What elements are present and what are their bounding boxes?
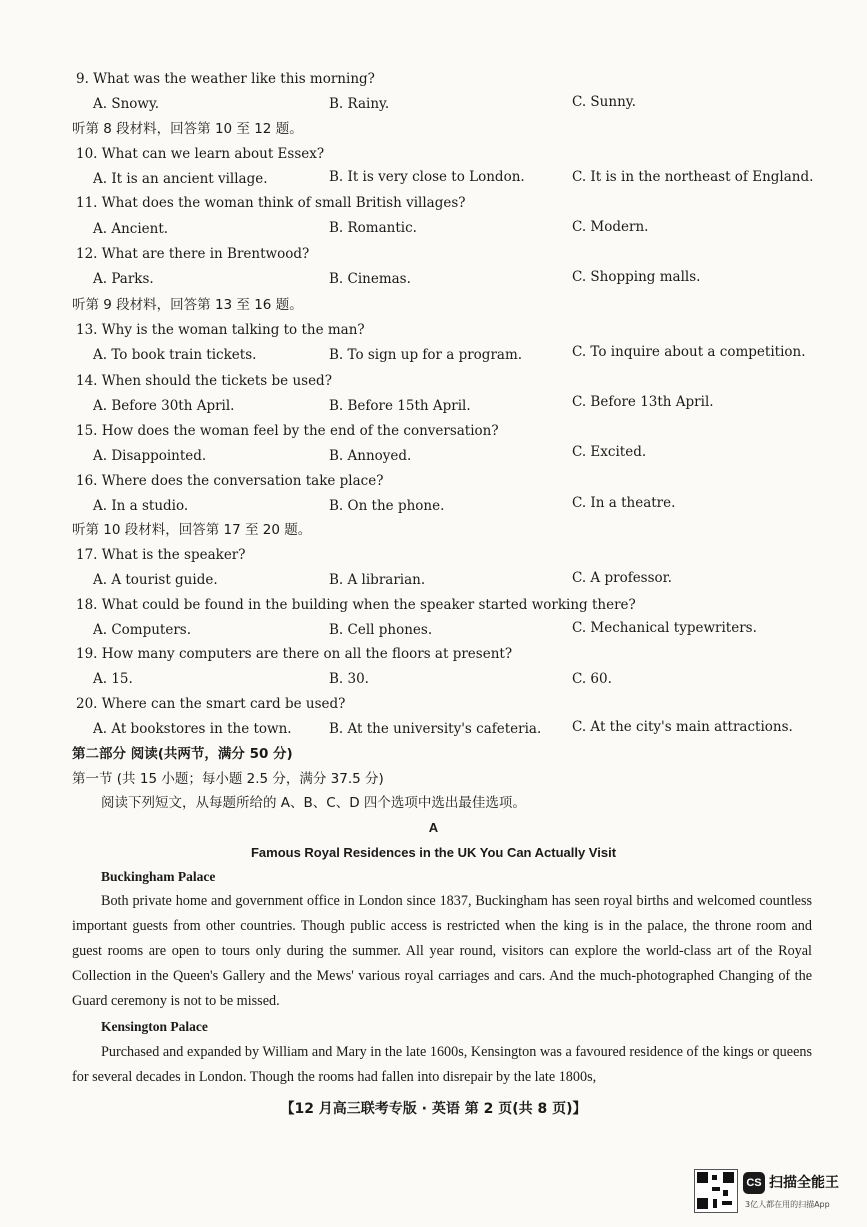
question-10: 10. What can we learn about Essex?	[76, 146, 325, 162]
option-13a: A. To book train tickets.	[93, 347, 257, 363]
question-11: 11. What does the woman think of small British villages?	[76, 195, 466, 211]
option-18b: B. Cell phones.	[329, 622, 433, 638]
option-13c: C. To inquire about a competition.	[572, 344, 806, 360]
option-18c: C. Mechanical typewriters.	[572, 620, 757, 636]
question-12: 12. What are there in Brentwood?	[76, 246, 310, 262]
option-14a: A. Before 30th April.	[93, 398, 235, 414]
question-14: 14. When should the tickets be used?	[76, 373, 332, 389]
option-19c: C. 60.	[572, 671, 612, 687]
option-10c: C. It is in the northeast of England.	[572, 169, 814, 185]
section1-heading: 第一节 (共 15 小题；每小题 2.5 分，满分 37.5 分)	[72, 771, 384, 787]
option-17b: B. A librarian.	[329, 572, 426, 588]
reading-directions: 阅读下列短文，从每题所给的 A、B、C、D 四个选项中选出最佳选项。	[101, 795, 526, 811]
option-15c: C. Excited.	[572, 444, 647, 460]
option-9b: B. Rainy.	[329, 96, 390, 112]
option-12a: A. Parks.	[93, 271, 154, 287]
option-9a: A. Snowy.	[93, 96, 160, 112]
paragraph-buckingham-text: Both private home and government office in London since 1837, Buckingham has seen royal births and welcomed countless important guests from other countries. Though public access is restricted when the king is in the palace, the throne room and guest rooms are open to tours only during the summer. All year round, visitors can explore the world-class art of the Royal Collection in the Queen's Gallery and the Mews' various royal carriages and cars. And the much-photographed Changing of the Guard ceremony is not to be missed.	[72, 893, 812, 1009]
option-19a: A. 15.	[93, 671, 133, 687]
part2-heading: 第二部分 阅读(共两节，满分 50 分)	[72, 746, 293, 762]
question-9: 9. What was the weather like this morning?	[76, 71, 375, 87]
camscanner-name: 扫描全能王	[769, 1175, 839, 1191]
option-14b: B. Before 15th April.	[329, 398, 471, 414]
question-15: 15. How does the woman feel by the end of the conversation?	[76, 423, 499, 439]
instruction-seg10: 听第 10 段材料，回答第 17 至 20 题。	[72, 522, 312, 538]
option-15b: B. Annoyed.	[329, 448, 412, 464]
option-16a: A. In a studio.	[93, 498, 189, 514]
option-12c: C. Shopping malls.	[572, 269, 701, 285]
camscanner-logo-icon: CS	[743, 1172, 765, 1194]
question-17: 17. What is the speaker?	[76, 547, 246, 563]
subheading-kensington: Kensington Palace	[101, 1019, 208, 1034]
option-14c: C. Before 13th April.	[572, 394, 714, 410]
option-17a: A. A tourist guide.	[93, 572, 218, 588]
paragraph-kensington-text: Purchased and expanded by William and Mary in the late 1600s, Kensington was a favoured residence of the kings or queens for several decades in London. Though the rooms had fallen into disrepair by the late 1800s,	[72, 1044, 812, 1085]
question-20: 20. Where can the smart card be used?	[76, 696, 346, 712]
option-18a: A. Computers.	[93, 622, 192, 638]
paragraph-kensington	[72, 1040, 812, 1090]
instruction-seg8: 听第 8 段材料，回答第 10 至 12 题。	[72, 121, 303, 137]
option-9c: C. Sunny.	[572, 94, 636, 110]
option-10b: B. It is very close to London.	[329, 169, 525, 185]
paragraph-buckingham	[72, 889, 812, 1014]
page-footer: 【12 月高三联考专版 · 英语 第 2 页(共 8 页)】	[280, 1101, 587, 1117]
option-11a: A. Ancient.	[93, 221, 169, 237]
option-10a: A. It is an ancient village.	[93, 171, 268, 187]
question-18: 18. What could be found in the building when the speaker started working there?	[76, 597, 636, 613]
option-12b: B. Cinemas.	[329, 271, 411, 287]
question-19: 19. How many computers are there on all the floors at present?	[76, 646, 513, 662]
option-15a: A. Disappointed.	[93, 448, 207, 464]
option-19b: B. 30.	[329, 671, 369, 687]
option-11c: C. Modern.	[572, 219, 649, 235]
option-16c: C. In a theatre.	[572, 495, 676, 511]
question-13: 13. Why is the woman talking to the man?	[76, 322, 365, 338]
question-16: 16. Where does the conversation take place?	[76, 473, 384, 489]
option-20c: C. At the city's main attractions.	[572, 719, 793, 735]
passage-label: A	[428, 820, 439, 835]
option-20b: B. At the university's cafeteria.	[329, 721, 542, 737]
qr-code-icon	[694, 1169, 738, 1213]
option-13b: B. To sign up for a program.	[329, 347, 523, 363]
option-11b: B. Romantic.	[329, 220, 417, 236]
instruction-seg9: 听第 9 段材料，回答第 13 至 16 题。	[72, 297, 303, 313]
subheading-buckingham: Buckingham Palace	[101, 869, 216, 884]
camscanner-tagline: 3亿人都在用的扫描App	[745, 1200, 830, 1209]
passage-title: Famous Royal Residences in the UK You Can Actually Visit	[250, 845, 617, 860]
option-17c: C. A professor.	[572, 570, 672, 586]
option-20a: A. At bookstores in the town.	[93, 721, 292, 737]
option-16b: B. On the phone.	[329, 498, 445, 514]
